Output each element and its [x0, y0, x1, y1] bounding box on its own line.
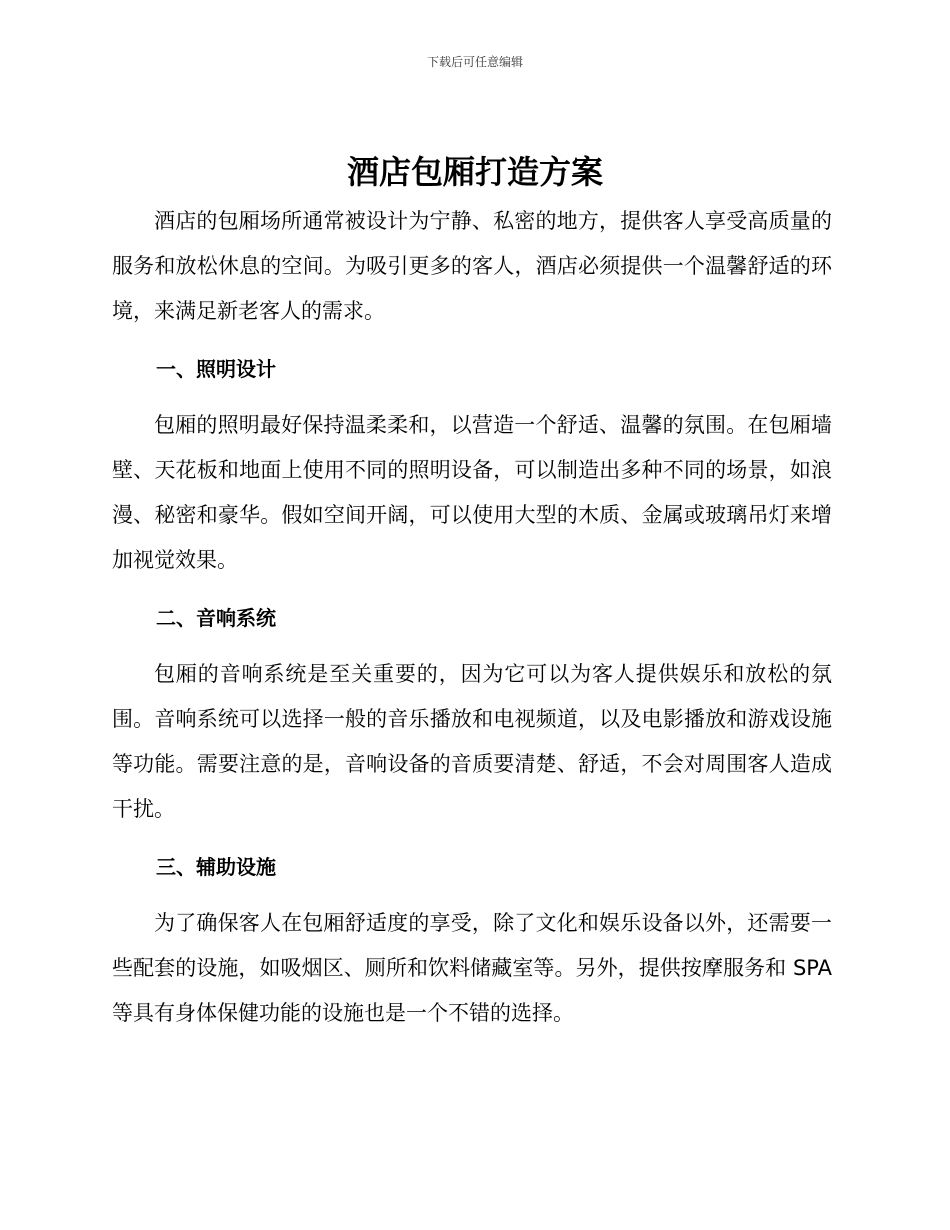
section-heading-lighting: 一、照明设计	[156, 357, 276, 381]
intro-paragraph: 酒店的包厢场所通常被设计为宁静、私密的地方，提供客人享受高质量的服务和放松休息的空间。为吸引更多的客人，酒店必须提供一个温馨舒适的环境，来满足新老客人的需求。	[112, 209, 832, 323]
section-text-lighting: 包厢的照明最好保持温柔柔和，以营造一个舒适、温馨的氛围。在包厢墙壁、天花板和地面上使用不同的照明设备，可以制造出多种不同的场景，如浪漫、秘密和豪华。假如空间开阔，可以使用大型的木质、金属或玻璃吊灯来增加视觉效果。	[112, 413, 832, 572]
section-heading-facilities: 三、辅助设施	[156, 855, 276, 879]
document-title: 酒店包厢打造方案	[346, 153, 603, 191]
section-heading-audio: 二、音响系统	[156, 606, 276, 630]
header-note: 下载后可任意编辑	[426, 55, 523, 69]
section-text-audio: 包厢的音响系统是至关重要的，因为它可以为客人提供娱乐和放松的氛围。音响系统可以选择一般的音乐播放和电视频道，以及电影播放和游戏设施等功能。需要注意的是，音响设备的音质要清楚、舒适，不会对周围客人造成干扰。	[112, 662, 832, 821]
section-text-facilities: 为了确保客人在包厢舒适度的享受，除了文化和娱乐设备以外，还需要一些配套的设施，如吸烟区、厕所和饮料储藏室等。另外，提供按摩服务和 SPA 等具有身体保健功能的设施也是一个不错的选择。	[112, 911, 832, 1025]
